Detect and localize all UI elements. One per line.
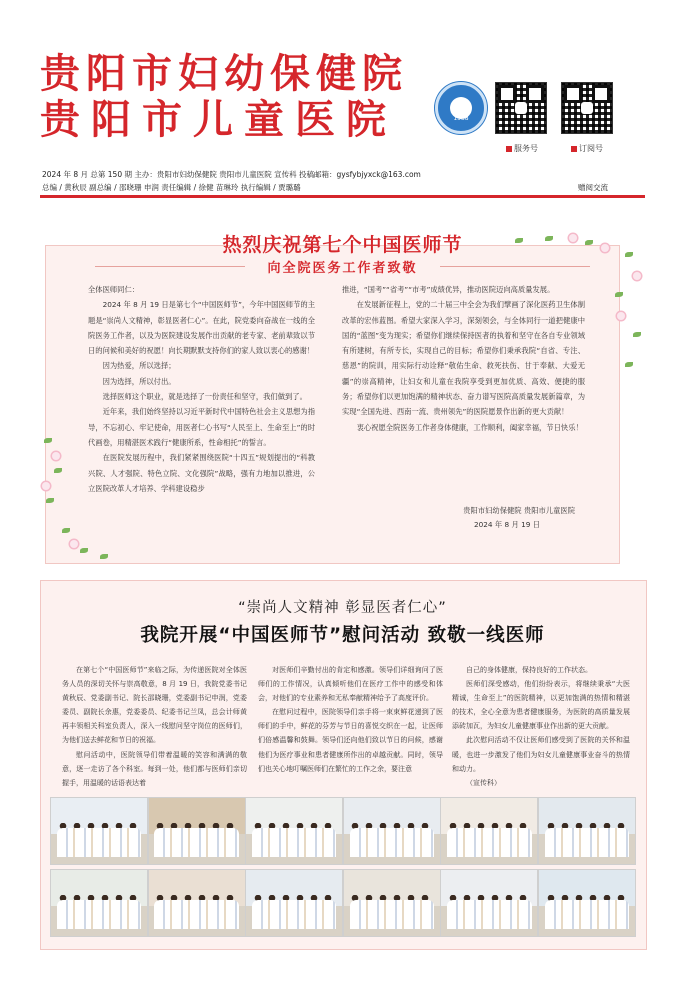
paragraph: 2024 年 8 月 19 日是第七个“中国医师节”，今年中国医师节的主题是“崇尚人文精神，彰显医者仁心”。在此，院党委向奋战在一线的全院医务工作者，以及为医院建设发展作出贡献的老专家、老前辈致以节日的问候和美好的祝愿！向长期默默支持你们的家人致以衷心的感谢！ (88, 300, 315, 356)
article1-column-left (88, 282, 315, 496)
article1-subhead: 向全院医务工作者致敬 (267, 261, 418, 276)
qr-code-subscription[interactable] (561, 82, 613, 134)
paragraph: 自己的身体健康，保持良好的工作状态。 (466, 666, 592, 674)
masthead-title-line2: 贵阳市儿童医院 (40, 96, 397, 143)
header-divider (40, 195, 645, 198)
masthead-title-line1: 贵阳市妇幼保健院 (40, 50, 408, 97)
photo-8[interactable] (148, 869, 246, 937)
paragraph: 全体医师同仁： (88, 285, 140, 294)
logo-year: 1938 (453, 115, 469, 122)
paragraph: 在医院发展历程中，我们紧紧围绕医院“十四五”规划提出的“科教兴院、人才强院、特色立院、文化强院”战略，强有力地加以推进，公立医院改革人才培养、学科建设稳步 (88, 453, 315, 493)
photo-5[interactable] (440, 797, 538, 865)
qr-service-caption (506, 143, 538, 154)
article2-headline: 我院开展“中国医师节”慰问活动 致敬一线医师 (140, 625, 545, 646)
article1-signature: 贵阳市妇幼保健院 贵阳市儿童医院 (463, 506, 575, 515)
floral-vine-right (505, 232, 655, 382)
photo-7[interactable] (50, 869, 148, 937)
paragraph: 衷心祝愿全院医务工作者身体健康，工作顺利，阖家幸福，节日快乐！ (356, 422, 583, 432)
paragraph: 此次慰问活动不仅让医师们感受到了医院的关怀和温暖，也进一步激发了他们为妇女儿童健康事业奋斗的热情和动力。 (452, 736, 630, 773)
photo-3[interactable] (245, 797, 343, 865)
photo-1[interactable] (50, 797, 148, 865)
paragraph: 在慰问过程中，医院领导们亲手将一束束鲜花递到了医师们的手中，鲜花的芬芳与节日的喜悦交织在一起，让医师们倍感温馨和鼓舞。领导们还向他们致以节日的问候，感谢他们为医疗事业和患者健康所作出的卓越贡献。同时，领导们也关心地叮嘱医师们在繁忙的工作之余，要注意 (258, 708, 443, 773)
distribution-note: 赠阅交流 (578, 183, 608, 192)
qr-service-label: 服务号 (514, 144, 538, 153)
article2-column-1 (62, 663, 247, 790)
photo-grid (50, 797, 634, 935)
article1-headline: 热烈庆祝第七个中国医师节 (222, 234, 463, 256)
paragraph: （宣传科） (466, 778, 501, 787)
editorial-staff: 总编 / 黄秋辰 副总编 / 邵晓珊 申润 责任编辑 / 徐健 苗琳玲 执行编辑 / 贾璐璐 (42, 183, 301, 192)
photo-10[interactable] (343, 869, 441, 937)
photo-2[interactable] (148, 797, 246, 865)
photo-11[interactable] (440, 869, 538, 937)
article2-kicker: “崇尚人文精神 彰显医者仁心” (238, 600, 447, 616)
floral-vine-left (40, 428, 120, 568)
qr-code-service[interactable] (495, 82, 547, 134)
photo-4[interactable] (343, 797, 441, 865)
paragraph: 推进，“国考”“省考”“市考”成绩优异，推动医院迈向高质量发展。 (342, 285, 555, 294)
paragraph: 在第七个“中国医师节”来临之际，为传递医院对全体医务人员的深切关怀与崇高敬意，8 月 19 日，我院党委书记黄秋辰、党委副书记、院长邵晓珊，党委副书记申润，党委委员、副院长余惠，党委委员、纪委书记兰凤，总会计师黄再丰领相关科室负责人，深入一线慰问坚守岗位的医师们，为他们送去鲜花和节日的祝福。 (62, 666, 247, 745)
hospital-logo (435, 82, 487, 134)
qr-subscription-caption (571, 143, 603, 154)
article2-column-3 (452, 663, 630, 790)
photo-12[interactable] (538, 869, 636, 937)
paragraph: 选择医师这个职业，就是选择了一份责任和坚守，我们做到了。 (102, 392, 307, 402)
paragraph: 医师们深受感动，他们纷纷表示，将继续秉承“大医精诚，生命至上”的医院精神，以更加饱满的热情和精湛的技术，全心全意为患者健康服务，为医院的高质量发展添砖加瓦，为妇女儿童健康事业作出新的更大贡献。 (452, 680, 630, 731)
paragraph: 因为选择，所以付出。 (102, 376, 176, 386)
article1-date: 2024 年 8 月 19 日 (474, 520, 540, 529)
qr-subscription-label: 订阅号 (579, 144, 603, 153)
photo-6[interactable] (538, 797, 636, 865)
issue-info: 2024 年 8 月 总第 150 期 主办：贵阳市妇幼保健院 贵阳市儿童医院 宣传科 投稿邮箱：gysfybjyxck@163.com (42, 170, 421, 179)
square-bullet-icon (571, 146, 577, 152)
paragraph: 慰问活动中，医院领导们带着温暖的笑容和满满的敬意，逐一走访了各个科室。每到一处，他们都与医师们亲切握手，用温暖的话语表达着 (62, 750, 247, 787)
photo-9[interactable] (245, 869, 343, 937)
paragraph: 在发展新征程上，党的二十届三中全会为我们擘画了深化医药卫生体制改革的宏伟蓝图。希望大家深入学习，深刻领会，与全体同行一道把健康中国的“蓝图”变为现实；希望你们继续保持医者的执着和坚守在各自专业领域有所建树，有所专长，实现自己的目标；希望你们秉承我院“自省、专注、慈恩”的院训，用实际行动诠释“敬佑生命、救死扶伤、甘于奉献、大爱无疆”的崇高精神，让妇女和儿童在我院享受到更加优质、高效、便捷的服务；希望你们以更加饱满的精神状态、奋力谱写医院高质量发展新篇章，为实现“全国先进、西南一流、贵州领先”的医院愿景作出新的更大贡献！ (342, 300, 585, 417)
paragraph: 近年来，我们始终坚持以习近平新时代中国特色社会主义思想为指导，不忘初心、牢记使命，用医者仁心书写“人民至上、生命至上”的时代画卷，用精湛医术践行“健康所系，性命相托”的誓言。 (88, 407, 315, 447)
square-bullet-icon (506, 146, 512, 152)
paragraph: 因为热爱，所以选择； (102, 361, 176, 371)
article2-column-2 (258, 663, 443, 776)
paragraph: 对医师们辛勤付出的肯定和感激。领导们详细询问了医师们的工作情况，认真倾听他们在医疗工作中的感受和体会，对他们的专业素养和无私奉献精神给予了高度评价。 (258, 666, 443, 703)
